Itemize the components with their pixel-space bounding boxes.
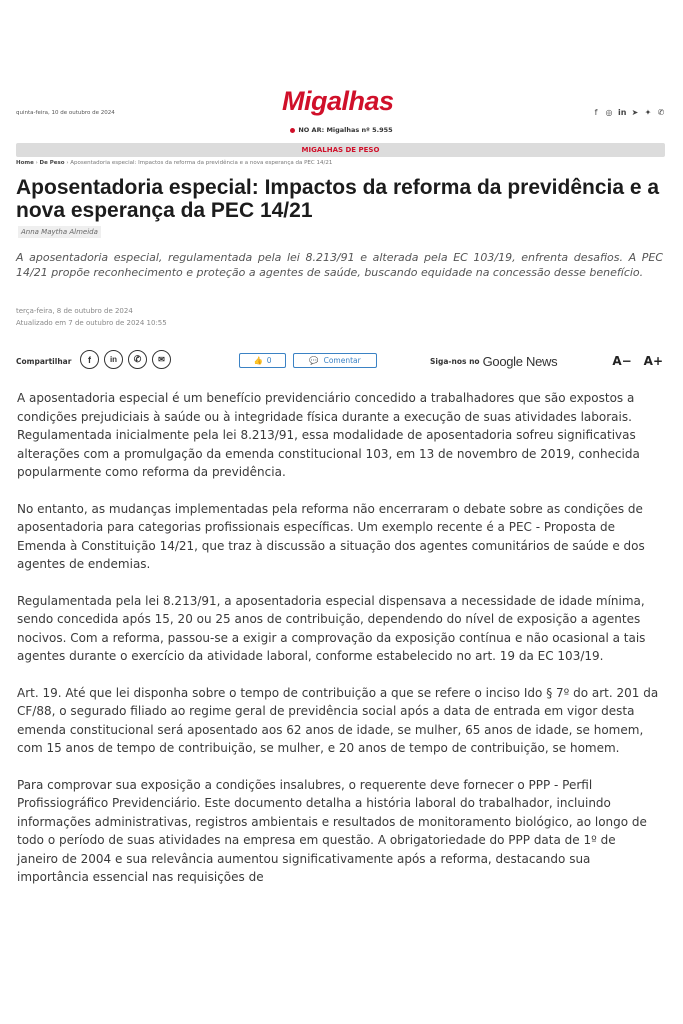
follow-label: Siga-nos no bbox=[430, 357, 480, 366]
article-paragraph: Para comprovar sua exposição a condições insalubres, o requerente deve fornecer o PPP - Perfil Profissiográfico Previdenciário. Este documento detalha a história laboral do trabalhador, incluindo informações administrativas, registros ambientais e resultados de monitoramento biológico, ao longo de todo o período de suas atividades na empresa em questão. A obrigatoriedade do PPP data de 1º de janeiro de 2004 e sua relevância aumentou significativamente após a reforma, destacando sua importância essencial nas requisições de bbox=[17, 777, 647, 884]
google-news-logo: Google News bbox=[482, 354, 558, 369]
breadcrumb-current: Aposentadoria especial: Impactos da reforma da previdência e a nova esperança da PEC 14/21 bbox=[70, 160, 333, 166]
font-size-controls bbox=[612, 354, 663, 368]
article-dates bbox=[16, 305, 167, 329]
comment-button[interactable] bbox=[293, 353, 377, 368]
on-air-banner[interactable] bbox=[0, 126, 683, 134]
comment-label: Comentar bbox=[323, 356, 361, 365]
article-title: Aposentadoria especial: Impactos da reforma da previdência e a nova esperança da PEC 14/21 bbox=[16, 176, 660, 222]
google-news-follow[interactable] bbox=[430, 354, 557, 369]
article-summary: A aposentadoria especial, regulamentada pela lei 8.213/91 e alterada pela EC 103/19, enfrenta desafios. A PEC 14/21 propõe reconhecimento e proteção a agentes de saúde, buscando equidade na concessão desse benefício. bbox=[16, 251, 663, 279]
email-icon[interactable]: ✉ bbox=[152, 350, 171, 369]
section-bar[interactable] bbox=[16, 143, 665, 157]
font-increase-button[interactable]: A+ bbox=[643, 354, 663, 368]
updated-date: Atualizado em 7 de outubro de 2024 10:55 bbox=[16, 319, 167, 327]
logo-text: Migalhas bbox=[282, 86, 394, 116]
published-date: terça-feira, 8 de outubro de 2024 bbox=[16, 307, 133, 315]
twitter-icon[interactable]: ✦ bbox=[644, 108, 652, 117]
section-label: MIGALHAS DE PESO bbox=[301, 146, 380, 154]
whatsapp-icon[interactable]: ✆ bbox=[128, 350, 147, 369]
site-header bbox=[16, 86, 665, 122]
share-label: Compartilhar bbox=[16, 357, 72, 366]
breadcrumb bbox=[16, 160, 332, 166]
article-toolbar bbox=[16, 350, 663, 374]
linkedin-icon[interactable]: in bbox=[104, 350, 123, 369]
article-body bbox=[17, 389, 659, 905]
share-icons bbox=[80, 350, 171, 369]
breadcrumb-separator-icon: › bbox=[66, 160, 71, 166]
header-date: quinta-feira, 10 de outubro de 2024 bbox=[16, 110, 115, 116]
article-paragraph: No entanto, as mudanças implementadas pela reforma não encerraram o debate sobre as condições de aposentadoria para categorias profissionais específicas. Um exemplo recente é a PEC - Proposta de Emenda à Constituição 14/21, que traz à discussão a situação dos agentes comunitários de saúde e dos agentes de endemias. bbox=[17, 501, 645, 571]
article-paragraph: Regulamentada pela lei 8.213/91, a aposentadoria especial dispensava a necessidade de idade mínima, sendo concedida após 15, 20 ou 25 anos de contribuição, dependendo do nível de exposição a agentes nocivos. Com a reforma, passou-se a exigir a comprovação da exposição contínua e não ocasional a tais agentes durante o exercício da atividade laboral, conforme estabelecido no art. 19 da EC 103/19. bbox=[17, 593, 646, 663]
site-logo[interactable] bbox=[282, 86, 394, 117]
comment-icon: 💬 bbox=[309, 356, 319, 365]
breadcrumb-home[interactable]: Home bbox=[16, 160, 34, 166]
whatsapp-icon[interactable]: ✆ bbox=[657, 108, 665, 117]
article-paragraph: Art. 19. Até que lei disponha sobre o tempo de contribuição a que se refere o inciso Ido § 7º do art. 201 da CF/88, o segurado filiado ao regime geral de previdência social após a data de entrada em vigor desta emenda constitucional será aposentado aos 62 anos de idade, se mulher, 65 anos de idade, se homem, com 15 anos de tempo de contribuição, se mulher, e 20 anos de tempo de contribuição, se homem. bbox=[17, 685, 659, 755]
live-dot-icon bbox=[290, 128, 295, 133]
article-paragraph: A aposentadoria especial é um benefício previdenciário concedido a trabalhadores que são expostos a condições prejudiciais à saúde ou à integridade física durante a execução de suas atividades laborais. Regulamentada inicialmente pela lei 8.213/91, essa modalidade de aposentadoria sofreu significativas alterações com a promulgação da emenda constitucional 103, em 13 de novembro de 2019, conhecida popularmente como reforma da previdência. bbox=[17, 391, 640, 479]
facebook-icon[interactable]: f bbox=[594, 108, 598, 117]
linkedin-icon[interactable]: in bbox=[618, 108, 627, 117]
article-author[interactable]: Anna Maytha Almeida bbox=[18, 226, 101, 238]
thumbs-up-icon: 👍 bbox=[253, 356, 263, 365]
telegram-icon[interactable]: ➤ bbox=[631, 108, 639, 117]
social-links bbox=[592, 108, 665, 117]
on-air-text: NO AR: Migalhas nº 5.955 bbox=[298, 126, 393, 134]
like-count: 0 bbox=[266, 356, 272, 365]
breadcrumb-separator-icon: › bbox=[35, 160, 40, 166]
font-decrease-button[interactable]: A− bbox=[612, 354, 632, 368]
facebook-icon[interactable]: f bbox=[80, 350, 99, 369]
instagram-icon[interactable]: ◎ bbox=[605, 108, 613, 117]
like-button[interactable] bbox=[239, 353, 286, 368]
breadcrumb-section[interactable]: De Peso bbox=[39, 160, 65, 166]
